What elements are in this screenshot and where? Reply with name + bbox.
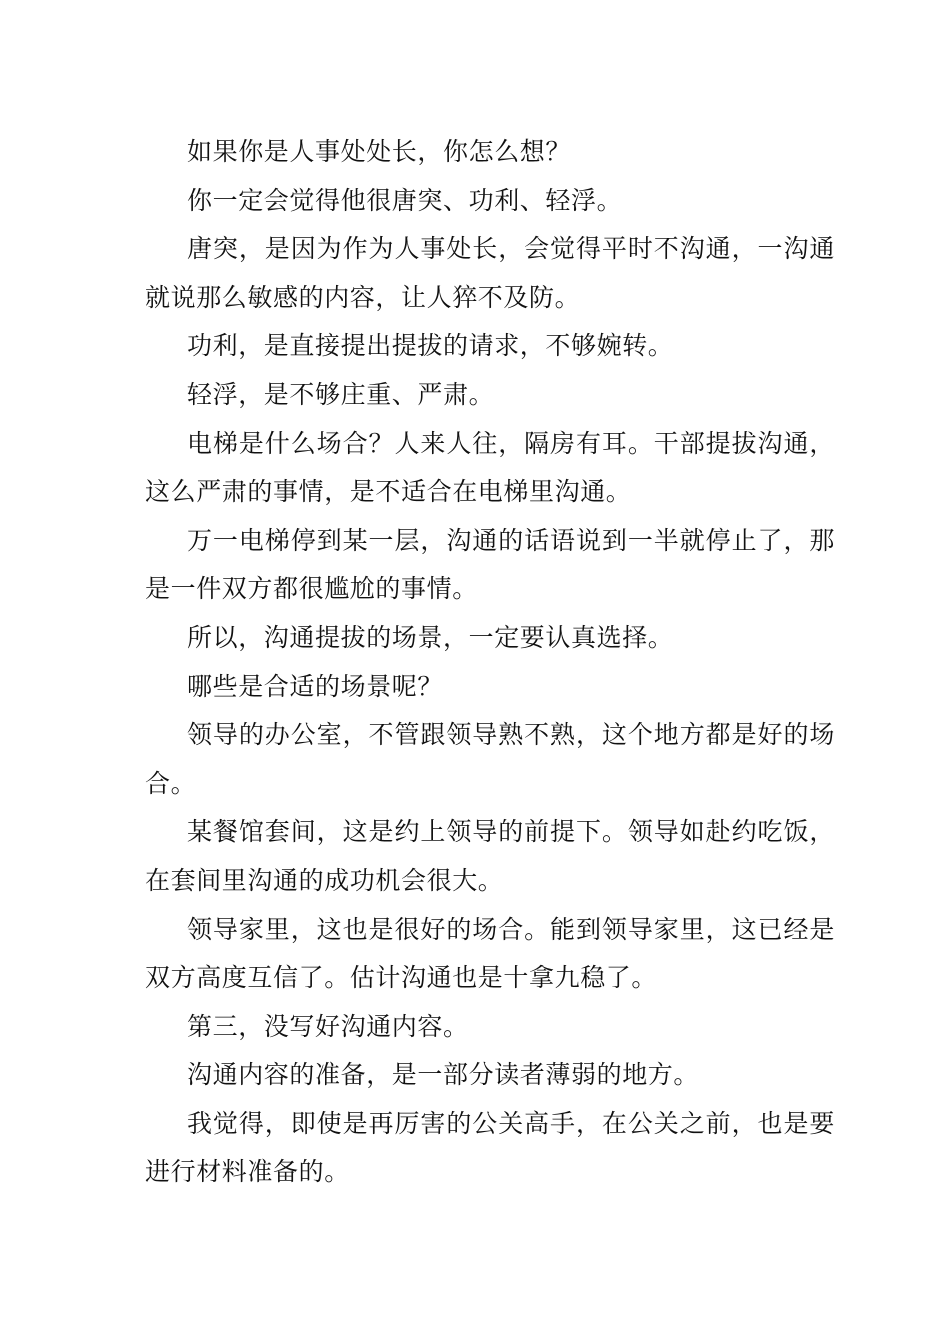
paragraph: 领导家里，这也是很好的场合。能到领导家里，这已经是双方高度互信了。估计沟通也是十拿九稳了。 xyxy=(145,914,835,993)
paragraph: 轻浮，是不够庄重、严肃。 xyxy=(187,379,495,409)
paragraph: 唐突，是因为作为人事处长，会觉得平时不沟通，一沟通就说那么敏感的内容，让人猝不及防。 xyxy=(145,234,835,312)
paragraph: 如果你是人事处处长，你怎么想？ xyxy=(187,137,572,166)
paragraph: 电梯是什么场合？人来人往，隔房有耳。干部提拔沟通，这么严肃的事情，是不适合在电梯里沟通。 xyxy=(145,428,835,507)
paragraph: 沟通内容的准备，是一部分读者薄弱的地方。 xyxy=(187,1060,700,1090)
paragraph: 功利，是直接提出提拔的请求，不够婉转。 xyxy=(187,331,674,361)
paragraph: 第三，没写好沟通内容。 xyxy=(187,1011,469,1041)
paragraph: 我觉得，即使是再厉害的公关高手，在公关之前，也是要进行材料准备的。 xyxy=(145,1108,835,1187)
paragraph: 所以，沟通提拔的场景，一定要认真选择。 xyxy=(187,622,674,652)
paragraph: 哪些是合适的场景呢？ xyxy=(187,671,444,701)
paragraph: 某餐馆套间，这是约上领导的前提下。领导如赴约吃饭，在套间里沟通的成功机会很大。 xyxy=(145,817,835,895)
paragraph: 万一电梯停到某一层，沟通的话语说到一半就停止了，那是一件双方都很尴尬的事情。 xyxy=(145,525,835,604)
paragraph: 领导的办公室，不管跟领导熟不熟，这个地方都是好的场合。 xyxy=(145,720,835,798)
document-body xyxy=(145,128,835,1197)
paragraph: 你一定会觉得他很唐突、功利、轻浮。 xyxy=(187,185,623,215)
